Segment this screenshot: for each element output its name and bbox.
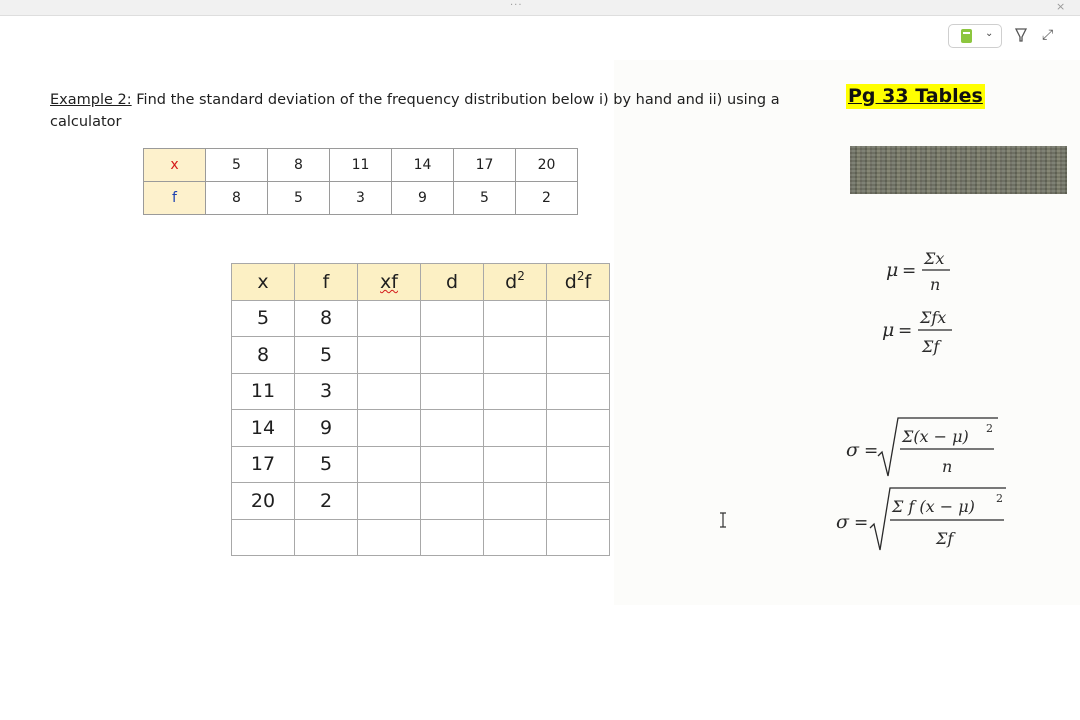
table-cell[interactable] xyxy=(232,519,295,556)
drag-handle-icon[interactable]: ··· xyxy=(510,0,523,11)
table-row xyxy=(232,483,610,520)
sigma-symbol: σ xyxy=(836,511,849,533)
working-table xyxy=(231,263,610,556)
header-base: d xyxy=(564,270,577,293)
column-header-d: d xyxy=(421,264,484,301)
table-cell: 11 xyxy=(330,149,392,182)
table-cell[interactable] xyxy=(358,337,421,374)
table-row xyxy=(232,300,610,337)
window-title-bar xyxy=(0,0,1080,16)
std-dev-formula-frequency xyxy=(832,482,1017,554)
table-cell[interactable]: 2 xyxy=(295,483,358,520)
table-cell[interactable] xyxy=(358,300,421,337)
expand-icon[interactable]: ⤢ xyxy=(1042,27,1054,43)
table-row-f xyxy=(144,182,578,215)
table-cell[interactable] xyxy=(421,446,484,483)
table-cell[interactable] xyxy=(421,519,484,556)
denominator: Σf xyxy=(936,529,954,548)
table-cell[interactable] xyxy=(484,300,547,337)
header-superscript: 2 xyxy=(517,268,525,283)
table-row xyxy=(232,519,610,556)
table-cell[interactable]: 20 xyxy=(232,483,295,520)
text-cursor-icon xyxy=(718,512,728,532)
table-cell[interactable] xyxy=(358,410,421,447)
table-row xyxy=(232,373,610,410)
table-cell[interactable] xyxy=(358,373,421,410)
example-question xyxy=(50,89,810,133)
numerator: Σfx xyxy=(920,308,947,327)
table-cell[interactable] xyxy=(421,410,484,447)
table-cell[interactable]: 3 xyxy=(295,373,358,410)
table-cell[interactable] xyxy=(421,337,484,374)
spellcheck-text: xf xyxy=(380,270,398,293)
table-cell[interactable] xyxy=(358,519,421,556)
table-cell[interactable]: 5 xyxy=(295,337,358,374)
table-cell[interactable] xyxy=(547,483,610,520)
page-reference-highlight: Pg 33 Tables xyxy=(848,85,983,107)
table-cell: 8 xyxy=(206,182,268,215)
table-cell[interactable]: 8 xyxy=(232,337,295,374)
exponent: 2 xyxy=(996,492,1003,505)
example-label: Example 2: xyxy=(50,92,132,108)
table-cell[interactable] xyxy=(547,410,610,447)
numerator: Σx xyxy=(924,249,945,268)
table-cell[interactable] xyxy=(484,446,547,483)
table-cell: 8 xyxy=(268,149,330,182)
table-row-x xyxy=(144,149,578,182)
column-header-x: x xyxy=(232,264,295,301)
numerator: Σ(x − μ) xyxy=(902,427,969,446)
table-cell: 3 xyxy=(330,182,392,215)
table-cell[interactable]: 11 xyxy=(232,373,295,410)
denominator: n xyxy=(942,457,953,476)
denominator: n xyxy=(930,275,941,294)
table-cell[interactable] xyxy=(358,483,421,520)
table-cell[interactable] xyxy=(484,373,547,410)
notebook-picker-button[interactable] xyxy=(948,24,1002,48)
table-cell[interactable] xyxy=(547,519,610,556)
table-cell[interactable]: 17 xyxy=(232,446,295,483)
table-cell[interactable] xyxy=(295,519,358,556)
denominator: Σf xyxy=(922,337,940,356)
notebook-icon xyxy=(961,29,972,43)
table-cell[interactable] xyxy=(484,410,547,447)
table-header-row xyxy=(232,264,610,301)
mean-formula-frequency xyxy=(876,304,966,360)
table-cell[interactable] xyxy=(421,300,484,337)
table-cell[interactable] xyxy=(547,300,610,337)
scanned-image-strip xyxy=(850,146,1067,194)
table-cell: 17 xyxy=(454,149,516,182)
header-base: d xyxy=(505,270,518,293)
sigma-symbol: σ xyxy=(846,439,859,461)
mu-symbol: μ xyxy=(886,259,899,281)
table-cell[interactable] xyxy=(358,446,421,483)
table-cell: 5 xyxy=(454,182,516,215)
header-tail: f xyxy=(584,270,592,293)
table-cell[interactable]: 5 xyxy=(232,300,295,337)
close-icon[interactable]: × xyxy=(1056,0,1066,13)
table-cell: 5 xyxy=(206,149,268,182)
column-header-xf xyxy=(358,264,421,301)
table-header-cell: x xyxy=(144,149,206,182)
numerator: Σ f (x − μ) xyxy=(892,497,975,516)
table-cell[interactable] xyxy=(421,483,484,520)
column-header-d2f xyxy=(547,264,610,301)
table-cell[interactable] xyxy=(484,337,547,374)
header-superscript: 2 xyxy=(576,268,585,283)
mean-formula-population xyxy=(880,244,960,296)
table-cell: 20 xyxy=(516,149,578,182)
equals-sign: = xyxy=(902,261,917,281)
table-row xyxy=(232,446,610,483)
frequency-table xyxy=(143,148,578,215)
table-cell[interactable]: 9 xyxy=(295,410,358,447)
table-cell: 2 xyxy=(516,182,578,215)
chevron-down-icon: ⌄ xyxy=(985,28,994,39)
table-cell[interactable] xyxy=(484,483,547,520)
equals-sign: = xyxy=(854,513,869,533)
mu-symbol: μ xyxy=(882,319,895,341)
column-header-d2 xyxy=(484,264,547,301)
table-cell[interactable] xyxy=(547,446,610,483)
table-cell[interactable] xyxy=(484,519,547,556)
example-text: Find the standard deviation of the frequency distribution below i) by hand and ii) using a calculator xyxy=(50,92,780,130)
table-cell[interactable]: 8 xyxy=(295,300,358,337)
table-row xyxy=(232,410,610,447)
std-dev-formula-population xyxy=(842,412,1012,482)
table-cell[interactable] xyxy=(547,373,610,410)
column-header-f: f xyxy=(295,264,358,301)
table-cell[interactable]: 5 xyxy=(295,446,358,483)
equals-sign: = xyxy=(864,441,879,461)
table-row xyxy=(232,337,610,374)
table-cell: 5 xyxy=(268,182,330,215)
table-cell: 9 xyxy=(392,182,454,215)
exponent: 2 xyxy=(986,422,993,435)
table-cell: 14 xyxy=(392,149,454,182)
table-cell[interactable]: 14 xyxy=(232,410,295,447)
pen-icon[interactable] xyxy=(1014,27,1028,47)
table-cell[interactable] xyxy=(421,373,484,410)
table-header-cell: f xyxy=(144,182,206,215)
table-cell[interactable] xyxy=(547,337,610,374)
equals-sign: = xyxy=(898,321,913,341)
